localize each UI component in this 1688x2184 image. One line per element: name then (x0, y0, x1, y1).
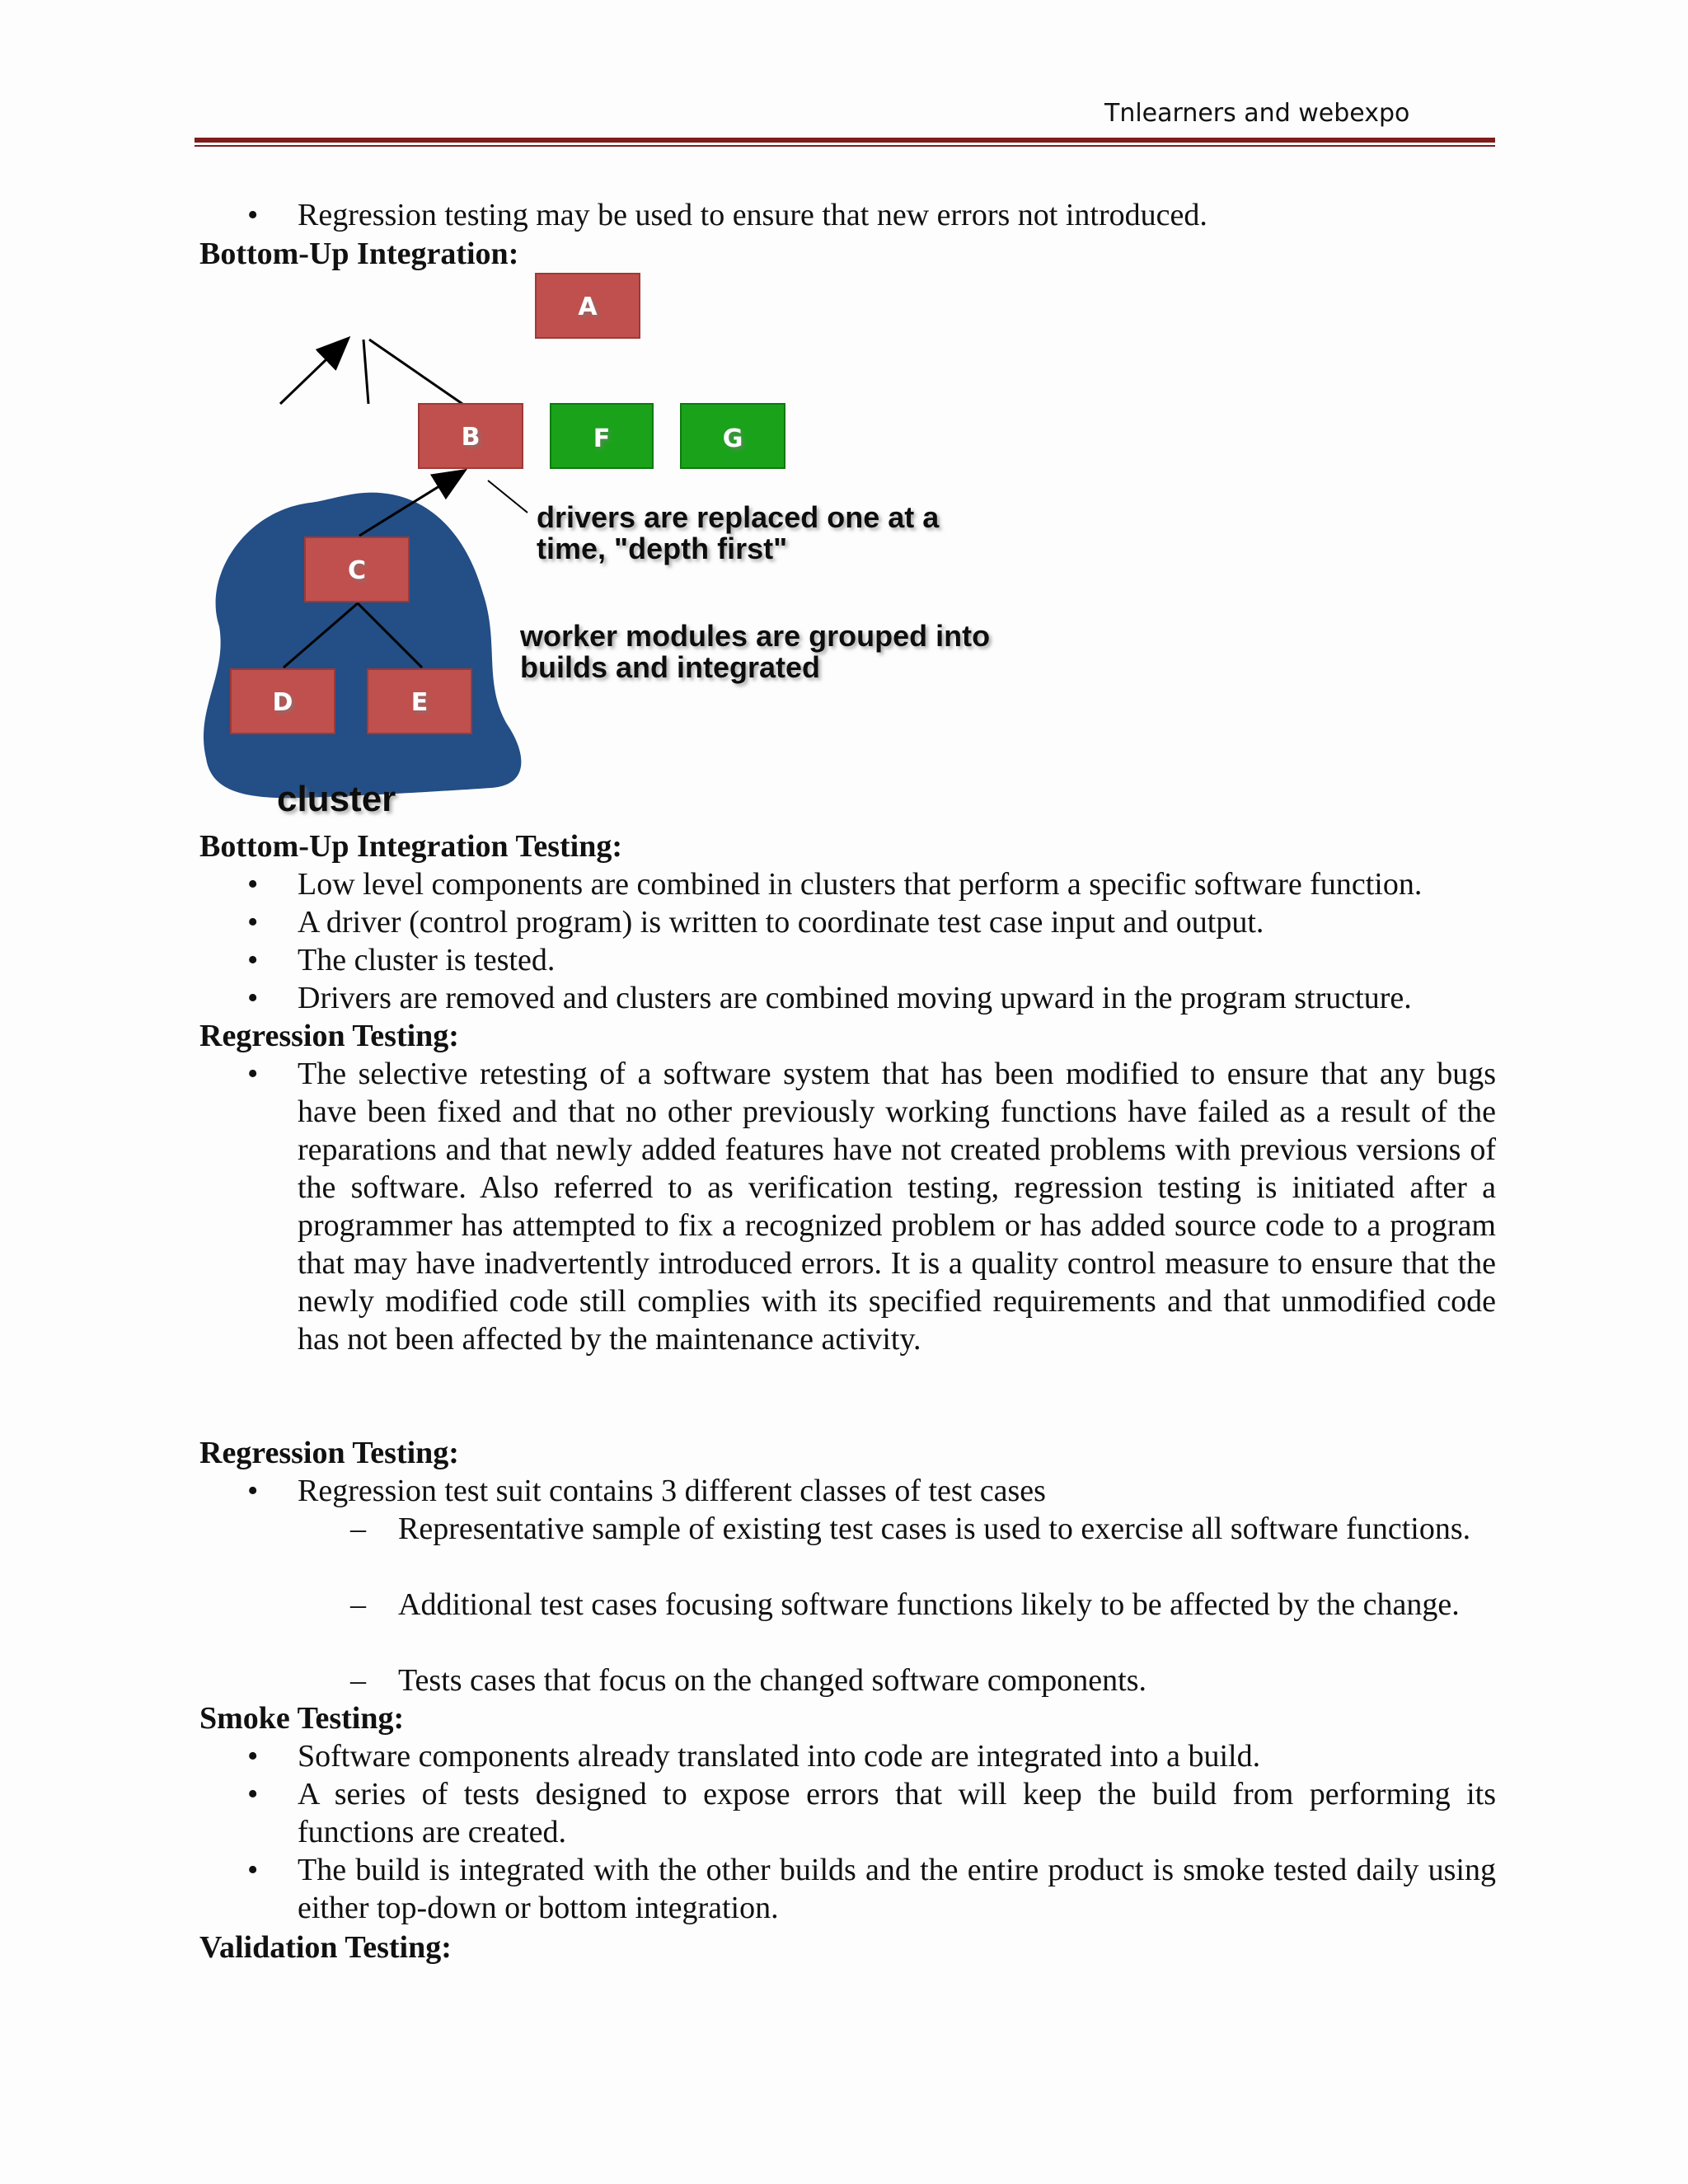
heading-bottom-up-testing: Bottom-Up Integration Testing: (199, 829, 623, 864)
note-drivers-line1: drivers are replaced one at a (537, 500, 940, 534)
note-workers-line2: builds and integrated (520, 650, 821, 684)
bullet-marker: • (247, 1777, 259, 1811)
dash-marker: – (350, 1587, 366, 1622)
header-rule-thin (195, 145, 1495, 147)
sub-list-item: Tests cases that focus on the changed software components. (398, 1663, 1147, 1698)
list-item: The build is integrated with the other builds and the entire product is smoke tested daily using either top-down or bottom integration. (298, 1853, 1496, 1925)
heading-regression-testing-2: Regression Testing: (199, 1436, 459, 1470)
header-rule-thick (195, 138, 1495, 143)
arrow-b-to-a (280, 340, 347, 404)
line-g-to-a (369, 340, 462, 404)
bottom-up-integration-diagram (195, 264, 1101, 832)
node-b (419, 404, 523, 468)
heading-smoke-testing: Smoke Testing: (199, 1701, 405, 1736)
line-f-to-a (363, 340, 368, 404)
list-item: Software components already translated into code are integrated into a build. (298, 1739, 1261, 1774)
svg-text:G: G (722, 424, 743, 453)
node-f (551, 404, 653, 468)
bullet-marker: • (247, 905, 259, 940)
sub-list-item: Additional test cases focusing software functions likely to be affected by the change. (398, 1587, 1460, 1622)
list-item: Regression test suit contains 3 different classes of test cases (298, 1474, 1046, 1508)
pointer-line (488, 480, 528, 513)
list-item: Drivers are removed and clusters are combined moving upward in the program structure. (298, 981, 1412, 1015)
svg-text:F: F (593, 424, 611, 453)
heading-regression-testing: Regression Testing: (199, 1019, 459, 1053)
dash-marker: – (350, 1511, 366, 1546)
bullet-marker: • (247, 981, 259, 1015)
node-d (231, 669, 335, 733)
regression-paragraph: The selective retesting of a software system that has been modified to ensure that any bugs have been fixed and that no other previously working functions have failed as a result of the reparations and that newly added features have not created problems with previous versions of the software. Also referred to as verification testing, regression testing is initiated after a programmer has attempted to fix a recognized problem or has added source code to a program that may have inadvertently introduced errors. It is a quality control measure to ensure that the newly modified code still complies with its specified requirements and that unmodified code has not been affected by the maintenance activity. (298, 1057, 1496, 1357)
node-a (536, 274, 640, 338)
svg-text:A: A (578, 293, 598, 321)
note-workers-line1: worker modules are grouped into (520, 619, 991, 653)
list-item: A series of tests designed to expose errors that will keep the build from performing its functions are created. (298, 1777, 1496, 1849)
node-e (368, 669, 471, 733)
svg-text:B: B (461, 423, 481, 452)
svg-text:D: D (272, 688, 293, 717)
dash-marker: – (350, 1663, 366, 1698)
heading-validation-testing: Validation Testing: (199, 1930, 452, 1965)
intro-bullet-text: Regression testing may be used to ensure that new errors not introduced. (298, 198, 1207, 232)
node-g (681, 404, 785, 468)
bullet-marker: • (247, 1057, 259, 1091)
list-item: Low level components are combined in clusters that perform a specific software function. (298, 867, 1423, 902)
heading-bottom-up-integration: Bottom-Up Integration: (199, 237, 519, 271)
cluster-label: cluster (277, 779, 396, 819)
bullet-marker: • (247, 1739, 259, 1774)
bullet-marker: • (247, 943, 259, 977)
note-drivers-line2: time, "depth first" (537, 532, 788, 565)
list-item: A driver (control program) is written to coordinate test case input and output. (298, 905, 1264, 940)
svg-text:E: E (410, 688, 429, 717)
sub-list-item: Representative sample of existing test cases is used to exercise all software functions. (398, 1511, 1471, 1546)
node-c (305, 537, 409, 602)
svg-text:C: C (347, 556, 367, 585)
list-item: The cluster is tested. (298, 943, 556, 977)
bullet-marker: • (247, 198, 259, 232)
bullet-marker: • (247, 867, 259, 902)
bullet-marker: • (247, 1474, 259, 1508)
page-header: Tnlearners and webexpo (1104, 99, 1410, 128)
bullet-marker: • (247, 1853, 259, 1887)
